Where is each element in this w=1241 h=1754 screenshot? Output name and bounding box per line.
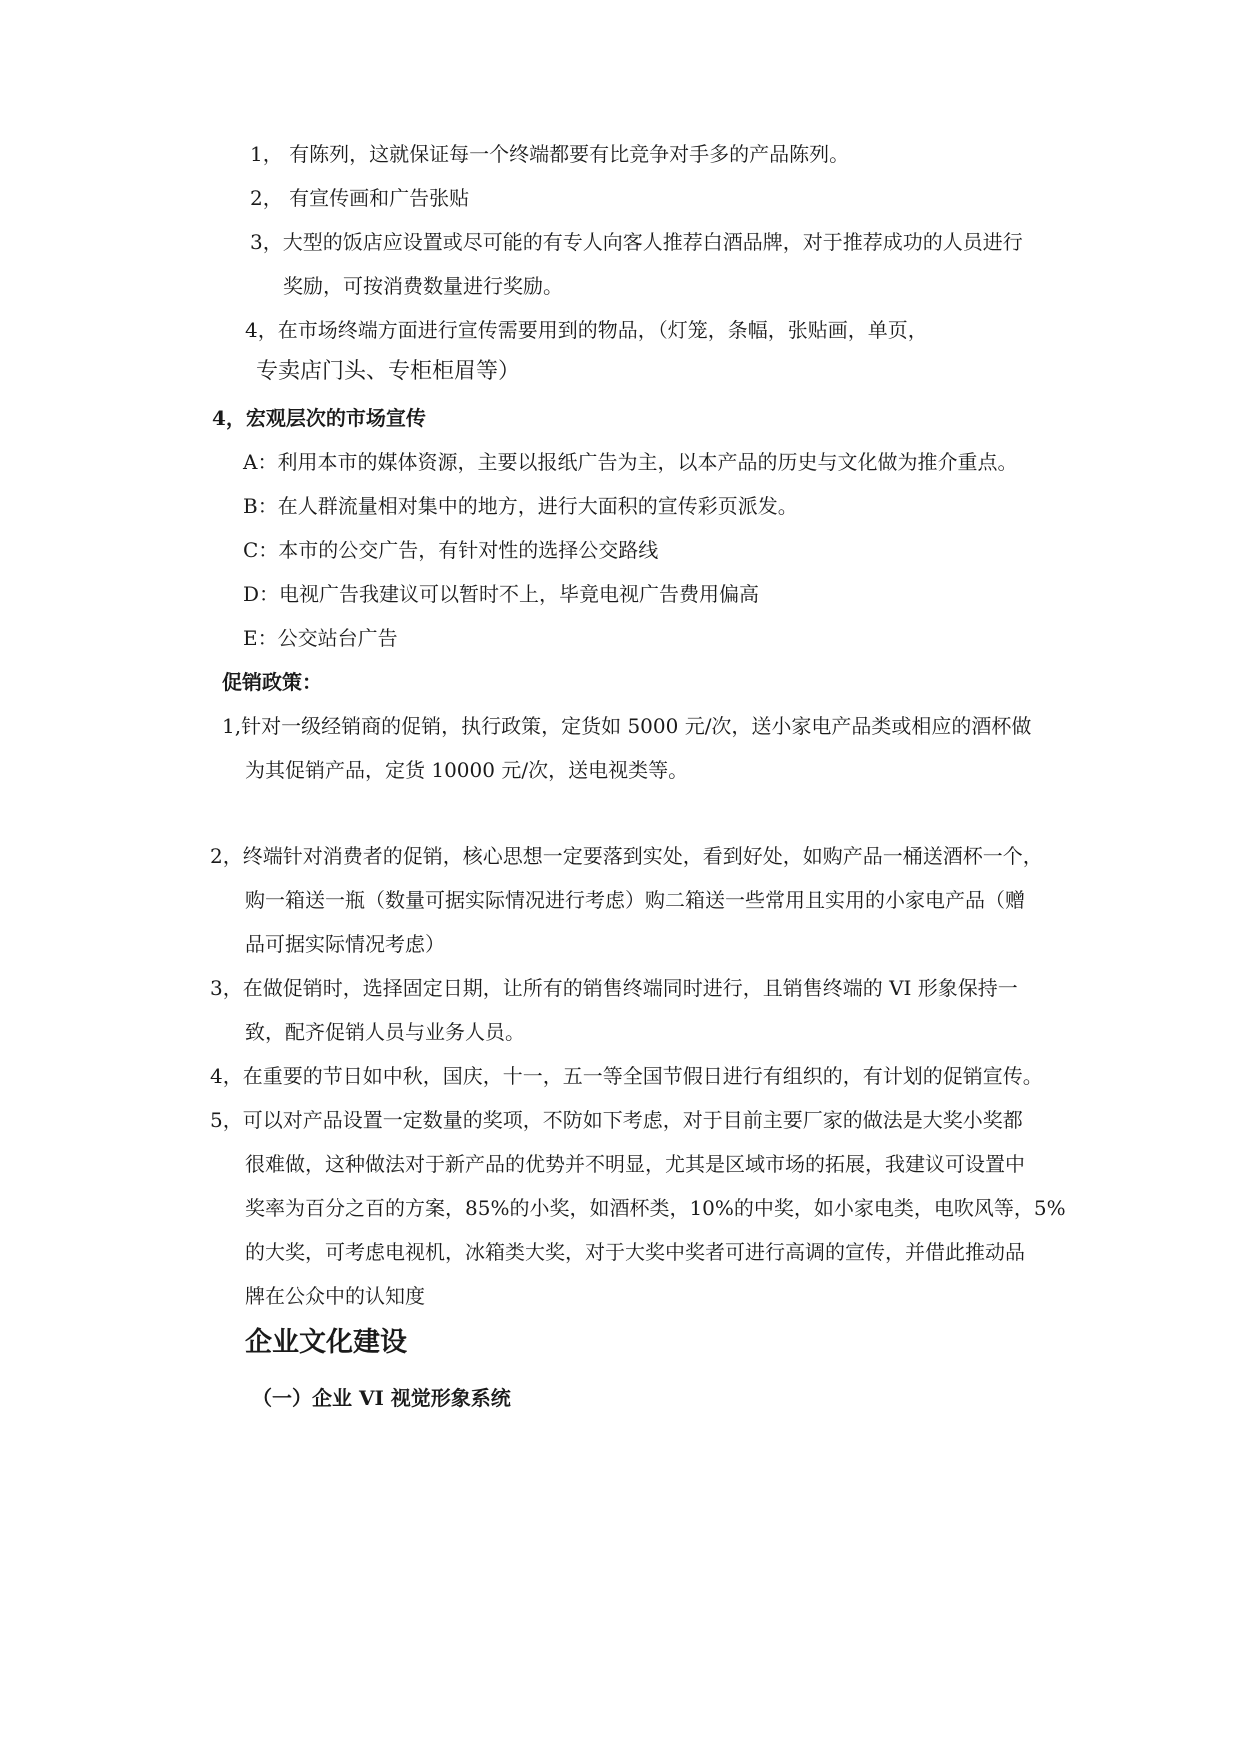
terminal-item-4-cont: 专卖店门头、专柜柜眉等）: [256, 359, 521, 384]
policy-item-3: 3，在做促销时，选择固定日期，让所有的销售终端同时进行，且销售终端的 VI 形象保持一: [210, 976, 1018, 1000]
terminal-item-1: 1， 有陈列，这就保证每一个终端都要有比竞争对手多的产品陈列。: [250, 142, 850, 166]
macro-item-e: E：公交站台广告: [243, 626, 398, 650]
policy-item-5-cont-a: 很难做，这种做法对于新产品的优势并不明显，尤其是区域市场的拓展，我建议可设置中: [245, 1152, 1025, 1176]
policy-item-2-cont-b: 品可据实际情况考虑）: [245, 932, 445, 956]
policy-item-5-cont-b: 奖率为百分之百的方案，85%的小奖，如酒杯类，10%的中奖，如小家电类，电吹风等，5%: [245, 1196, 1066, 1220]
policy-item-2-cont-a: 购一箱送一瓶（数量可据实际情况进行考虑）购二箱送一些常用且实用的小家电产品（赠: [245, 888, 1025, 912]
policy-item-4: 4，在重要的节日如中秋，国庆，十一，五一等全国节假日进行有组织的，有计划的促销宣传。: [210, 1064, 1043, 1088]
policy-item-3-cont: 致，配齐促销人员与业务人员。: [245, 1020, 525, 1044]
terminal-item-3: 3，大型的饭店应设置或尽可能的有专人向客人推荐白酒品牌，对于推荐成功的人员进行: [250, 230, 1023, 254]
terminal-item-2: 2， 有宣传画和广告张贴: [250, 186, 470, 210]
policy-item-2: 2，终端针对消费者的促销，核心思想一定要落到实处，看到好处，如购产品一桶送酒杯一个，: [210, 844, 1043, 868]
terminal-item-4: 4，在市场终端方面进行宣传需要用到的物品，（灯笼，条幅，张贴画，单页，: [245, 318, 928, 342]
subsection-title-vi-system: （一）企业 VI 视觉形象系统: [252, 1386, 511, 1410]
policy-item-1: 1,针对一级经销商的促销，执行政策，定货如 5000 元/次，送小家电产品类或相应的酒杯做: [222, 714, 1032, 738]
section-heading-promotion-policy: 促销政策：: [222, 670, 322, 694]
macro-item-a: A：利用本市的媒体资源，主要以报纸广告为主，以本产品的历史与文化做为推介重点。: [243, 450, 1018, 474]
macro-item-c: C：本市的公交广告，有针对性的选择公交路线: [243, 538, 659, 562]
terminal-item-3-cont: 奖励，可按消费数量进行奖励。: [283, 274, 563, 298]
macro-item-b: B：在人群流量相对集中的地方，进行大面积的宣传彩页派发。: [243, 494, 798, 518]
policy-item-1-cont: 为其促销产品，定货 10000 元/次，送电视类等。: [245, 758, 689, 782]
macro-item-d: D：电视广告我建议可以暂时不上，毕竟电视广告费用偏高: [243, 582, 760, 606]
section-heading-macro-promotion: 4，宏观层次的市场宣传: [212, 406, 426, 430]
policy-item-5: 5，可以对产品设置一定数量的奖项，不防如下考虑，对于目前主要厂家的做法是大奖小奖都: [210, 1108, 1023, 1132]
section-title-corporate-culture: 企业文化建设: [245, 1327, 407, 1358]
policy-item-5-cont-c: 的大奖，可考虑电视机，冰箱类大奖，对于大奖中奖者可进行高调的宣传，并借此推动品: [245, 1240, 1025, 1264]
policy-item-5-cont-d: 牌在公众中的认知度: [245, 1284, 425, 1308]
